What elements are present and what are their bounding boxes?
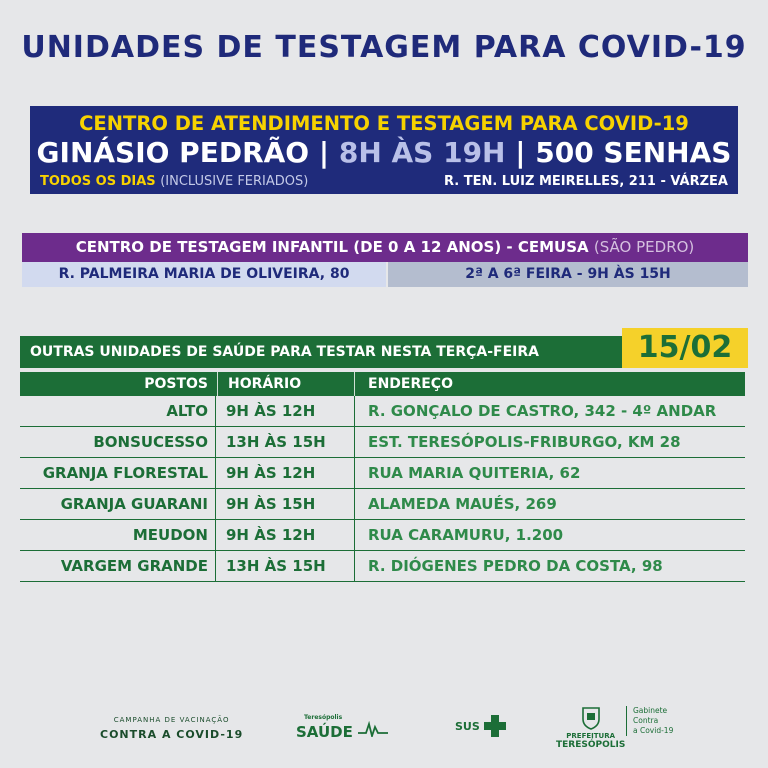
main-center-place: GINÁSIO PEDRÃO [36, 136, 310, 169]
child-center-heading [22, 233, 748, 262]
main-center-days-text: TODOS OS DIAS [40, 174, 156, 189]
table-row [20, 396, 745, 427]
saude-text: SAÚDE [296, 723, 353, 741]
cell-posto: MEUDON [132, 526, 208, 544]
child-center-heading-text: CENTRO DE TESTAGEM INFANTIL (DE 0 A 12 ANOS) - CEMUSA [75, 238, 589, 256]
column-divider [354, 372, 355, 396]
cell-posto: GRANJA FLORESTAL [42, 464, 208, 482]
page-title: UNIDADES DE TESTAGEM PARA COVID-19 [21, 30, 747, 65]
column-divider [354, 427, 355, 457]
cell-horario: 9H ÀS 12H [226, 402, 316, 420]
gabinete-line-1: Gabinete [633, 706, 668, 715]
cell-posto: BONSUCESSO [93, 433, 208, 451]
campaign-big-text: CONTRA A COVID-19 [100, 728, 244, 741]
main-center-days [40, 174, 308, 189]
cell-endereco: RUA MARIA QUITERIA, 62 [368, 464, 581, 482]
cell-endereco: RUA CARAMURU, 1.200 [368, 526, 564, 544]
column-divider [354, 396, 355, 426]
table-row [20, 427, 745, 458]
column-divider [354, 520, 355, 550]
main-center-card [30, 106, 738, 194]
table-row [20, 520, 745, 551]
table-row [20, 551, 745, 582]
cell-endereco: ALAMEDA MAUÉS, 269 [368, 495, 557, 513]
city-crest-icon [579, 706, 603, 730]
campaign-logo [100, 716, 243, 741]
gabinete-line-3: a Covid-19 [633, 726, 674, 735]
cell-posto: GRANJA GUARANI [60, 495, 208, 513]
column-header-horario: HORÁRIO [228, 376, 302, 392]
child-center-schedule: 2ª A 6ª FEIRA - 9H ÀS 15H [388, 262, 748, 287]
cell-horario: 9H ÀS 12H [226, 464, 316, 482]
column-divider [215, 551, 216, 581]
child-center-heading-note: (SÃO PEDRO) [593, 238, 695, 256]
gabinete-line-2: Contra [633, 716, 659, 725]
main-center-days-note: (INCLUSIVE FERIADOS) [160, 174, 309, 189]
column-divider [354, 458, 355, 488]
other-units-heading: OUTRAS UNIDADES DE SAÚDE PARA TESTAR NESTA TERÇA-FEIRA [30, 344, 540, 360]
main-center-heading: CENTRO DE ATENDIMENTO E TESTAGEM PARA COVID-19 [79, 112, 689, 135]
column-divider [215, 458, 216, 488]
saude-small-text: Teresópolis [304, 714, 343, 721]
column-divider [217, 372, 218, 396]
cell-posto: ALTO [166, 402, 208, 420]
child-center-address: R. PALMEIRA MARIA DE OLIVEIRA, 80 [22, 262, 386, 287]
column-header-postos: POSTOS [144, 376, 208, 392]
date-badge: 15/02 [622, 328, 748, 368]
campaign-small-text: CAMPANHA DE VACINAÇÃO [113, 716, 230, 724]
column-divider [215, 489, 216, 519]
table-row [20, 489, 745, 520]
main-center-address: R. TEN. LUIZ MEIRELLES, 211 - VÁRZEA [444, 174, 728, 189]
units-table [20, 396, 745, 582]
cell-horario: 9H ÀS 15H [226, 495, 316, 513]
prefeitura-small-text: PREFEITURA [566, 732, 616, 740]
cell-endereco: R. DIÓGENES PEDRO DA COSTA, 98 [368, 557, 663, 575]
cell-horario: 13H ÀS 15H [226, 433, 326, 451]
column-divider [215, 427, 216, 457]
cell-endereco: R. GONÇALO DE CASTRO, 342 - 4º ANDAR [368, 402, 717, 420]
heartbeat-icon [358, 721, 388, 737]
column-divider [354, 489, 355, 519]
column-divider [354, 551, 355, 581]
main-center-hours: 8H ÀS 19H [338, 136, 506, 169]
footer-logos [0, 700, 768, 750]
cross-icon [483, 714, 507, 738]
column-header-endereco: ENDEREÇO [368, 376, 453, 392]
table-header [20, 372, 745, 396]
prefeitura-logo [556, 706, 625, 750]
sus-text: SUS [455, 719, 480, 733]
gabinete-logo [626, 706, 673, 736]
cell-endereco: EST. TERESÓPOLIS-FRIBURGO, KM 28 [368, 433, 681, 451]
sus-logo [455, 714, 507, 738]
column-divider [215, 396, 216, 426]
column-divider [215, 520, 216, 550]
saude-logo [296, 714, 388, 741]
table-row [20, 458, 745, 489]
cell-horario: 13H ÀS 15H [226, 557, 326, 575]
main-center-details: GINÁSIO PEDRÃO | 8H ÀS 19H | 500 SENHAS [36, 136, 732, 169]
main-center-tickets: 500 SENHAS [535, 136, 732, 169]
cell-horario: 9H ÀS 12H [226, 526, 316, 544]
prefeitura-text: TERESÓPOLIS [556, 740, 626, 750]
cell-posto: VARGEM GRANDE [60, 557, 208, 575]
